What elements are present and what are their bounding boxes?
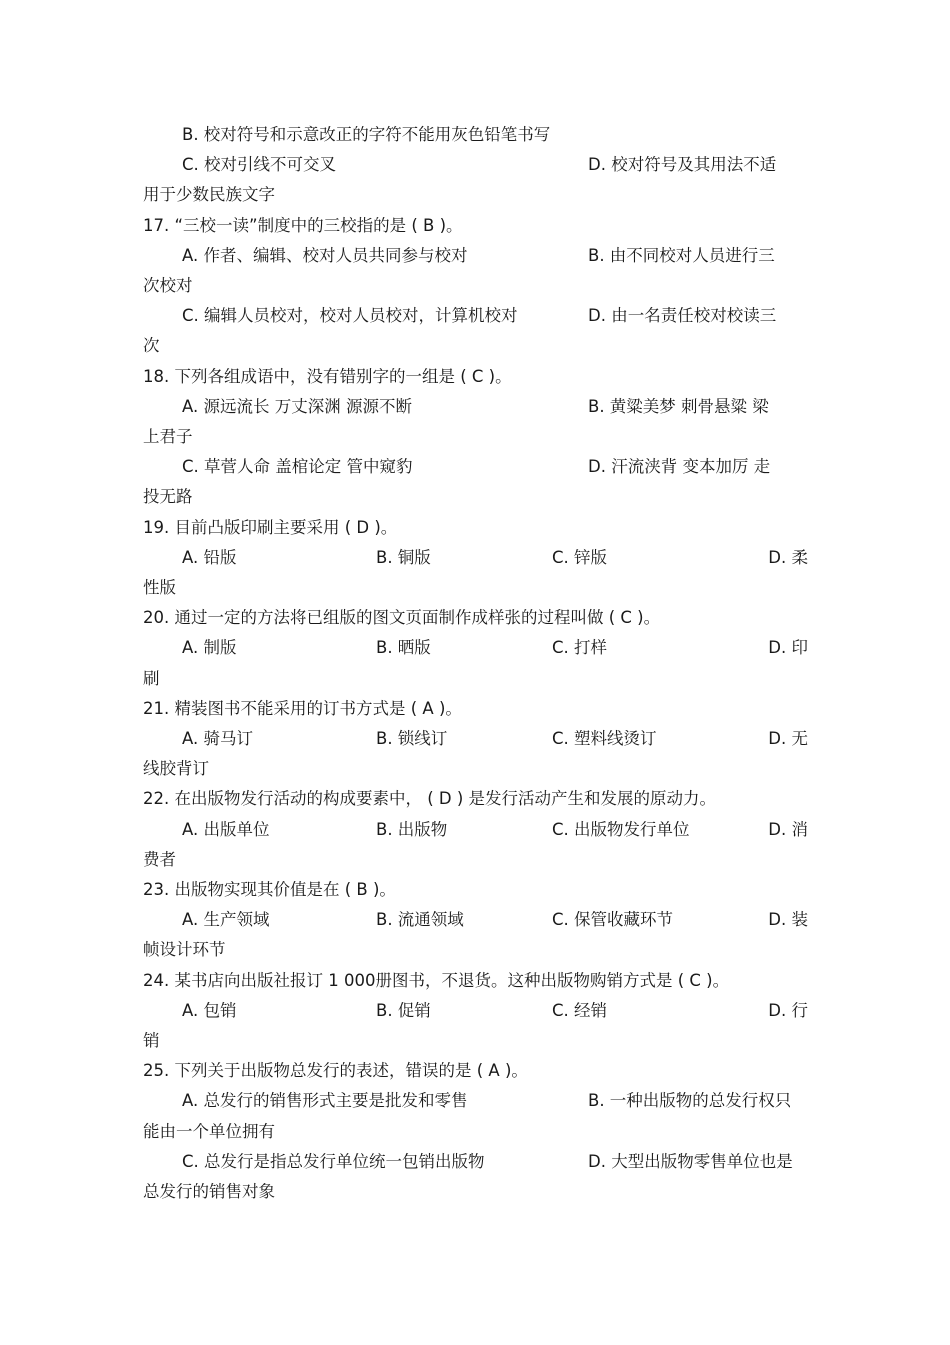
option-left: A. 源远流长 万丈深渊 源源不断 (182, 396, 412, 416)
line-text: 23. 出版物实现其价值是在 ( B )。 (143, 880, 396, 899)
text-line (143, 1056, 808, 1086)
line-text: 用于少数民族文字 (143, 185, 275, 205)
line-text: 17. “三校一读”制度中的三校指的是 ( B )。 (143, 215, 463, 235)
text-line (143, 694, 808, 724)
line-text: 次校对 (143, 276, 193, 295)
option-a: A. 铅版 (182, 547, 237, 567)
option-left: C. 编辑人员校对，校对人员校对，计算机校对 (182, 306, 518, 326)
line-text: 24. 某书店向出版社报订 1 000册图书，不退货。这种出版物购销方式是 ( C )。 (143, 970, 730, 990)
line-text: B. 校对符号和示意改正的字符不能用灰色铅笔书写 (182, 125, 551, 144)
option-b: B. 出版物 (376, 819, 448, 839)
text-line (182, 543, 808, 573)
line-text: 20. 通过一定的方法将已组版的图文页面制作成样张的过程叫做 ( C )。 (143, 608, 661, 628)
option-a: A. 生产领域 (182, 910, 270, 930)
line-text: 性版 (143, 578, 176, 597)
option-right: D. 校对符号及其用法不适 (588, 155, 777, 175)
line-text: 能由一个单位拥有 (143, 1121, 275, 1141)
line-text: 22. 在出版物发行活动的构成要素中， ( D ) 是发行活动产生和发展的原动力。 (143, 789, 717, 809)
text-line (143, 422, 808, 452)
option-d: D. 柔 (768, 547, 808, 567)
line-text: 帧设计环节 (143, 940, 226, 960)
option-d: D. 无 (768, 729, 808, 748)
option-right: B. 黄粱美梦 刺骨悬粱 梁 (588, 396, 769, 416)
option-left: C. 总发行是指总发行单位统一包销出版物 (182, 1151, 485, 1171)
line-text: 费者 (143, 849, 176, 869)
text-line (143, 1026, 808, 1056)
line-text: 18. 下列各组成语中，没有错别字的一组是 ( C )。 (143, 366, 512, 386)
text-line (182, 815, 808, 845)
option-a: A. 制版 (182, 638, 237, 658)
text-line (143, 573, 808, 603)
option-right: D. 大型出版物零售单位也是 (588, 1151, 793, 1171)
text-line (143, 784, 808, 814)
line-text: 上君子 (143, 427, 193, 446)
text-line (143, 362, 808, 392)
line-text: 销 (143, 1031, 160, 1050)
text-line (182, 1147, 808, 1177)
line-text: 25. 下列关于出版物总发行的表述，错误的是 ( A )。 (143, 1061, 528, 1081)
option-right: B. 由不同校对人员进行三 (588, 245, 775, 265)
option-left: C. 校对引线不可交叉 (182, 155, 337, 175)
text-line (143, 211, 808, 241)
line-text: 21. 精装图书不能采用的订书方式是 ( A )。 (143, 698, 462, 718)
option-a: A. 包销 (182, 1000, 237, 1020)
text-line (182, 1086, 808, 1116)
option-a: A. 出版单位 (182, 819, 270, 839)
option-left: A. 作者、编辑、校对人员共同参与校对 (182, 245, 468, 265)
text-line (143, 935, 808, 965)
option-left: C. 草菅人命 盖棺论定 管中窥豹 (182, 457, 413, 477)
option-c: C. 保管收藏环节 (552, 910, 674, 930)
option-b: B. 促销 (376, 1000, 431, 1020)
option-a: A. 骑马订 (182, 729, 253, 748)
text-line (182, 633, 808, 663)
text-line (143, 875, 808, 905)
option-b: B. 晒版 (376, 638, 431, 658)
line-text: 刷 (143, 668, 160, 688)
text-line (143, 754, 808, 784)
option-c: C. 塑料线烫订 (552, 729, 657, 748)
text-line (143, 513, 808, 543)
text-line (143, 1117, 808, 1147)
line-text: 投无路 (143, 487, 193, 507)
option-right: B. 一种出版物的总发行权只 (588, 1091, 792, 1111)
option-d: D. 印 (768, 638, 808, 658)
option-d: D. 消 (768, 819, 808, 839)
text-line (143, 845, 808, 875)
line-text: 19. 目前凸版印刷主要采用 ( D )。 (143, 517, 398, 537)
text-line (182, 120, 808, 150)
line-text: 次 (143, 336, 160, 356)
text-line (143, 664, 808, 694)
option-c: C. 经销 (552, 1000, 608, 1020)
option-c: C. 出版物发行单位 (552, 819, 690, 839)
line-text: 总发行的销售对象 (143, 1182, 275, 1201)
text-line (143, 1177, 808, 1207)
text-line (182, 724, 808, 754)
text-line (143, 331, 808, 361)
text-line (182, 301, 808, 331)
text-line (182, 905, 808, 935)
text-line (182, 996, 808, 1026)
text-line (182, 241, 808, 271)
text-line (143, 271, 808, 301)
option-right: D. 由一名责任校对校读三 (588, 306, 777, 326)
option-d: D. 行 (768, 1000, 808, 1020)
text-line (182, 452, 808, 482)
text-line (143, 180, 808, 210)
text-line (182, 150, 808, 180)
text-line (143, 603, 808, 633)
option-left: A. 总发行的销售形式主要是批发和零售 (182, 1091, 468, 1111)
text-line (143, 966, 808, 996)
option-right: D. 汗流浃背 变本加厉 走 (588, 457, 771, 477)
option-c: C. 打样 (552, 638, 608, 658)
line-text: 线胶背订 (143, 759, 209, 779)
text-line (143, 482, 808, 512)
text-line (182, 392, 808, 422)
option-d: D. 装 (768, 910, 808, 930)
option-b: B. 铜版 (376, 547, 431, 567)
option-b: B. 锁线订 (376, 729, 448, 748)
option-c: C. 锌版 (552, 547, 608, 567)
option-b: B. 流通领域 (376, 910, 464, 930)
